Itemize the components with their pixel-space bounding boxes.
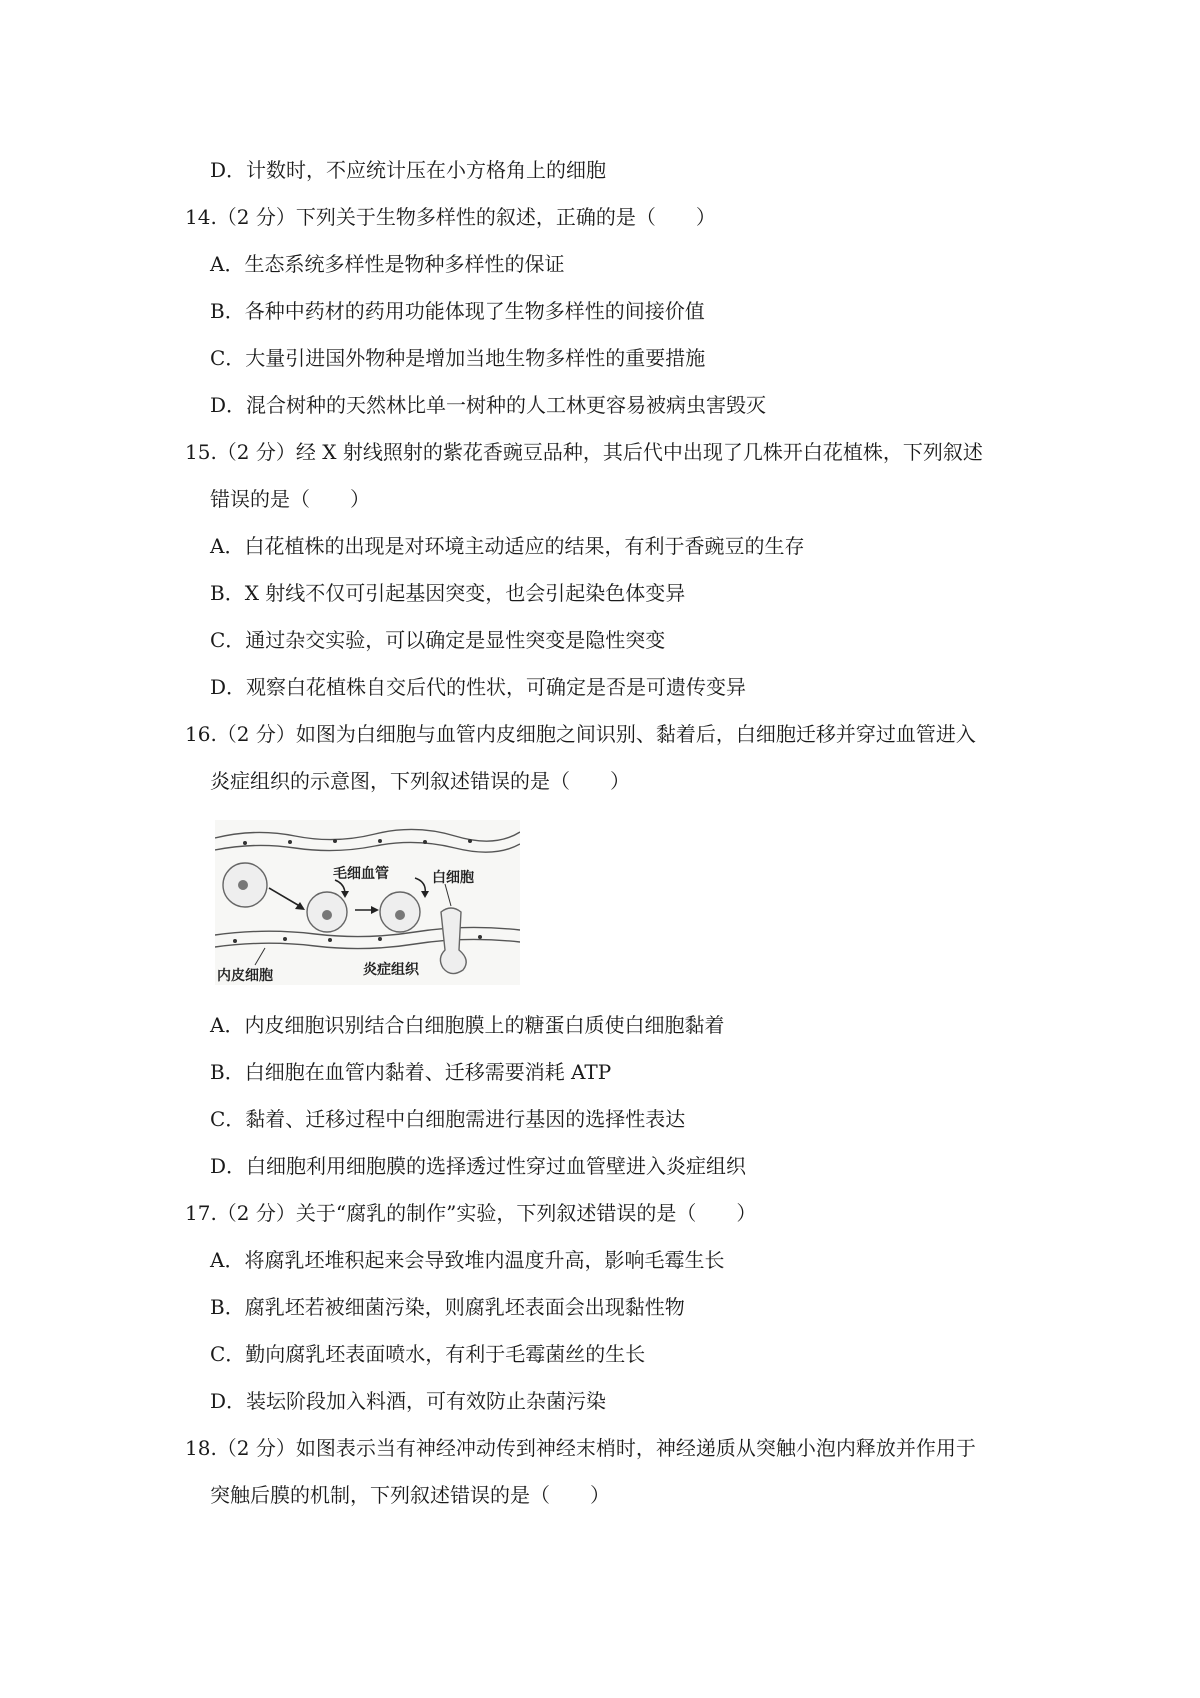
q18-stem-line2: 突触后膜的机制，下列叙述错误的是（ ） (210, 1483, 610, 1507)
q16-stem-line1: 16.（2 分）如图为白细胞与血管内皮细胞之间识别、黏着后，白细胞迁移并穿过血管进入 (185, 722, 976, 746)
q14-option-d: D．混合树种的天然林比单一树种的人工林更容易被病虫害毁灭 (210, 393, 767, 417)
q17-option-d: D．装坛阶段加入料酒，可有效防止杂菌污染 (210, 1389, 607, 1413)
q16-option-c: C．黏着、迁移过程中白细胞需进行基因的选择性表达 (210, 1107, 686, 1131)
label-inflamed-tissue: 炎症组织 (363, 962, 419, 978)
label-leukocyte: 白细胞 (432, 870, 474, 886)
q15-option-c: C．通过杂交实验，可以确定是显性突变是隐性突变 (210, 628, 666, 652)
label-capillary: 毛细血管 (333, 866, 389, 882)
q16-option-a: A．内皮细胞识别结合白细胞膜上的糖蛋白质使白细胞黏着 (210, 1013, 725, 1037)
q15-stem-line2: 错误的是（ ） (210, 487, 370, 511)
q15-option-d: D．观察白花植株自交后代的性状，可确定是否是可遗传变异 (210, 675, 747, 699)
q16-stem-line2: 炎症组织的示意图，下列叙述错误的是（ ） (210, 769, 630, 793)
diagram-svg (215, 820, 520, 985)
q16-option-b: B．白细胞在血管内黏着、迁移需要消耗 ATP (210, 1060, 612, 1084)
q18-stem-line1: 18.（2 分）如图表示当有神经冲动传到神经末梢时，神经递质从突触小泡内释放并作用于 (185, 1436, 976, 1460)
q17-option-c: C．勤向腐乳坯表面喷水，有利于毛霉菌丝的生长 (210, 1342, 646, 1366)
label-endothelial-cell: 内皮细胞 (217, 968, 273, 984)
q15-option-b: B．X 射线不仅可引起基因突变，也会引起染色体变异 (210, 581, 686, 605)
q17-stem: 17.（2 分）关于“腐乳的制作”实验，下列叙述错误的是（ ） (185, 1201, 757, 1225)
q17-option-b: B．腐乳坯若被细菌污染，则腐乳坯表面会出现黏性物 (210, 1295, 685, 1319)
q13-option-d: D．计数时，不应统计压在小方格角上的细胞 (210, 158, 607, 182)
q15-stem-line1: 15.（2 分）经 X 射线照射的紫花香豌豆品种，其后代中出现了几株开白花植株，下列叙述 (185, 440, 983, 464)
q15-option-a: A．白花植株的出现是对环境主动适应的结果，有利于香豌豆的生存 (210, 534, 805, 558)
q17-option-a: A．将腐乳坯堆积起来会导致堆内温度升高，影响毛霉生长 (210, 1248, 725, 1272)
q14-option-b: B．各种中药材的药用功能体现了生物多样性的间接价值 (210, 299, 705, 323)
q14-option-a: A．生态系统多样性是物种多样性的保证 (210, 252, 565, 276)
q14-option-c: C．大量引进国外物种是增加当地生物多样性的重要措施 (210, 346, 706, 370)
leukocyte-migration-diagram (215, 820, 520, 985)
q14-stem: 14.（2 分）下列关于生物多样性的叙述，正确的是（ ） (185, 205, 716, 229)
q16-option-d: D．白细胞利用细胞膜的选择透过性穿过血管壁进入炎症组织 (210, 1154, 747, 1178)
